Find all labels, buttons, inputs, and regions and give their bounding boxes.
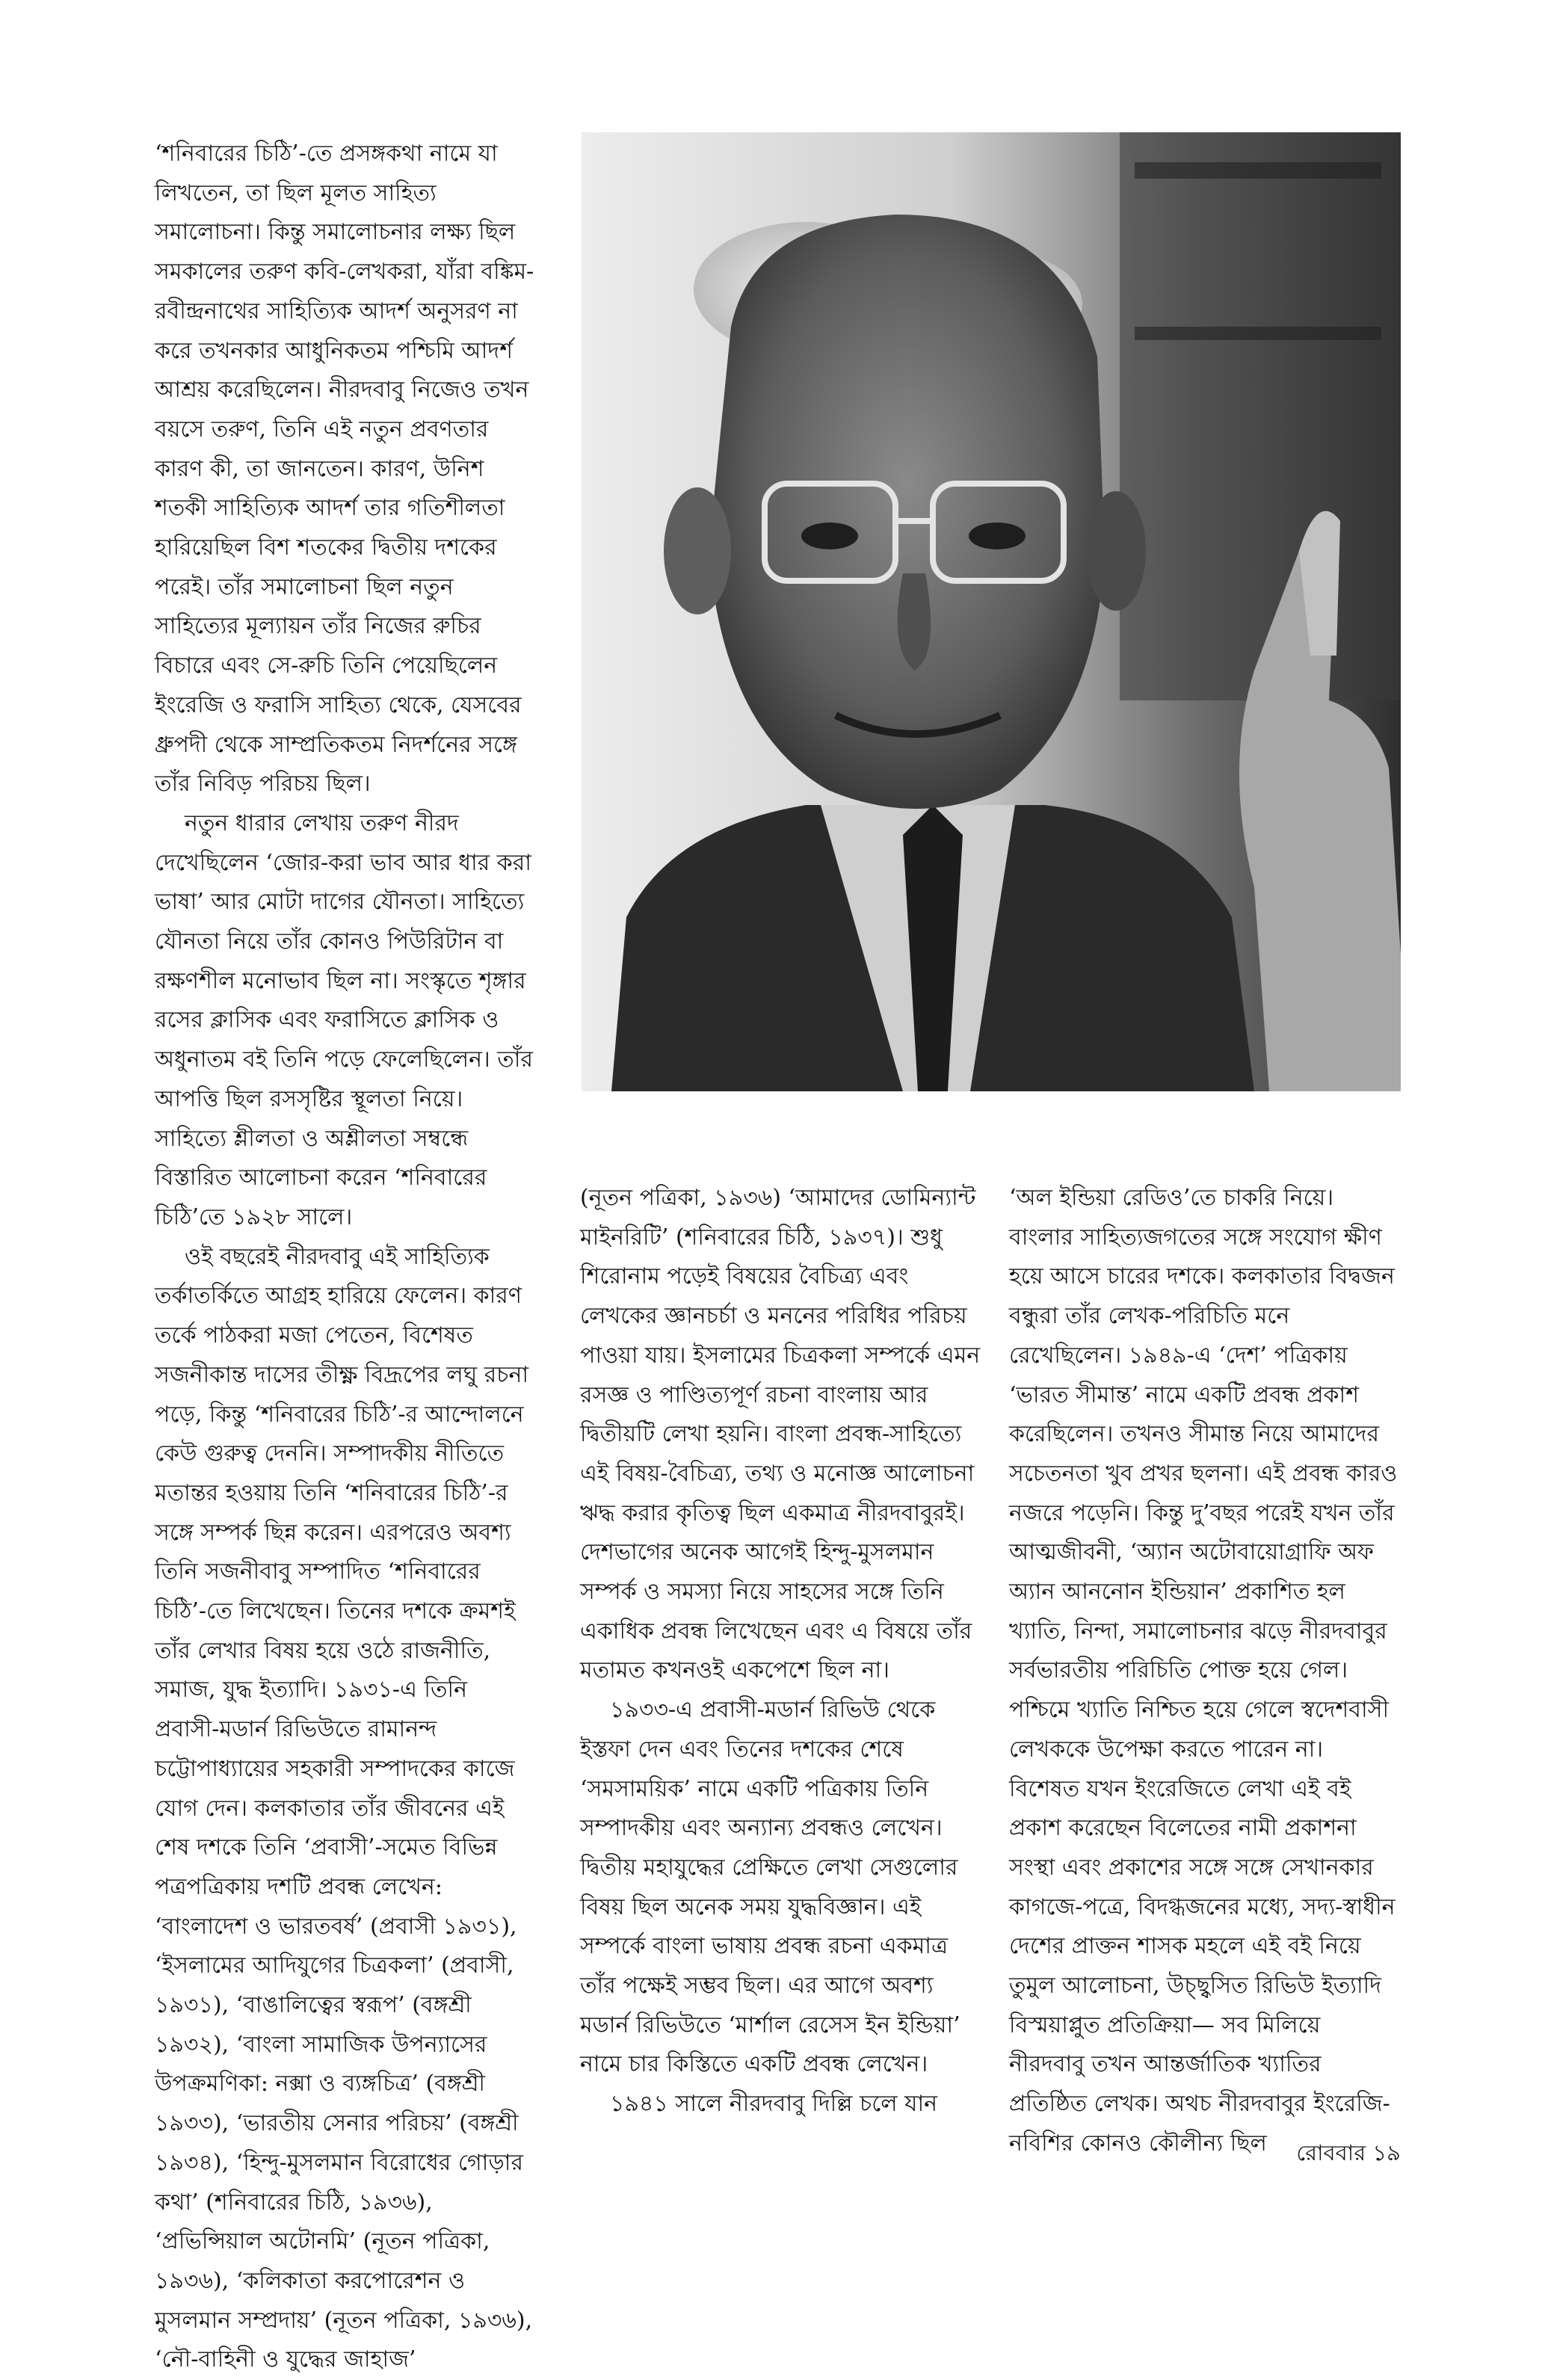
portrait-photo: [582, 132, 1401, 1091]
paragraph: ‘শনিবারের চিঠি’-তে প্রসঙ্গকথা নামে যা লিখতেন, তা ছিল মূলত সাহিত্য সমালোচনা। কিন্তু সমালোচনার লক্ষ্য ছিল সমকালের তরুণ কবি-লেখকরা, যাঁরা বঙ্কিম-রবীন্দ্রনাথের সাহিত্যিক আদর্শ অনুসরণ না করে তখনকার আধুনিকতম পশ্চিমি আদর্শ আশ্রয় করেছিলেন। নীরদবাবু নিজেও তখন বয়সে তরুণ, তিনি এই নতুন প্রবণতার কারণ কী, তা জানতেন। কারণ, উনিশ শতকী সাহিত্যিক আদর্শ তার গতিশীলতা হারিয়েছিল বিশ শতকের দ্বিতীয় দশকের পরেই। তাঁর সমালোচনা ছিল নতুন সাহিত্যের মূল্যায়ন তাঁর নিজের রুচির বিচারে এবং সে-রুচি তিনি পেয়েছিলেন ইংরেজি ও ফরাসি সাহিত্য থেকে, যেসবের ধ্রুপদী থেকে সাম্প্রতিকতম নিদর্শনের সঙ্গে তাঁর নিবিড় পরিচয় ছিল।: [155, 141, 534, 798]
paragraph: ১৯৪১ সালে নীরদবাবু দিল্লি চলে যান: [610, 2091, 938, 2118]
article-column-3: [1009, 1179, 1399, 2164]
article-column-1: [155, 135, 538, 2380]
paragraph: ওই বছরেই নীরদবাবু এই সাহিত্যিক তর্কাতর্কিতে আগ্রহ হারিয়ে ফেলেন। কারণ তর্কে পাঠকরা মজা পেতেন, বিশেষত সজনীকান্ত দাসের তীক্ষ্ণ বিদ্রূপের লঘু রচনা পড়ে, কিন্তু ‘শনিবারের চিঠি’-র আন্দোলনে কেউ গুরুত্ব দেননি। সম্পাদকীয় নীতিতে মতান্তর হওয়ায় তিনি ‘শনিবারের চিঠি’-র সঙ্গে সম্পর্ক ছিন্ন করেন। এরপরেও অবশ্য তিনি সজনীবাবু সম্পাদিত ‘শনিবারের চিঠি’-তে লিখেছেন। তিনের দশকে ক্রমশই তাঁর লেখার বিষয় হয়ে ওঠে রাজনীতি, সমাজ, যুদ্ধ ইত্যাদি। ১৯৩১-এ তিনি প্রবাসী-মডার্ন রিভিউতে রামানন্দ চট্টোপাধ্যায়ের সহকারী সম্পাদকের কাজে যোগ দেন। কলকাতার তাঁর জীবনের এই শেষ দশকে তিনি ‘প্রবাসী’-সমেত বিভিন্ন পত্রপত্রিকায় দশটি প্রবন্ধ লেখেন: ‘বাংলাদেশ ও ভারতবর্ষ’ (প্রবাসী ১৯৩১), ‘ইসলামের আদিযুগের চিত্রকলা’ (প্রবাসী, ১৯৩১), ‘বাঙালিত্বের স্বরূপ’ (বঙ্গশ্রী ১৯৩২), ‘বাংলা সামাজিক উপন্যাসের উপক্রমণিকা: নক্সা ও ব্যঙ্গচিত্র’ (বঙ্গশ্রী ১৯৩৩), ‘ভারতীয় সেনার পরিচয়’ (বঙ্গশ্রী ১৯৩৪), ‘হিন্দু-মুসলমান বিরোধের গোড়ার কথা’ (শনিবারের চিঠি, ১৯৩৬), ‘প্রভিন্সিয়াল অটোনমি’ (নূতন পত্রিকা, ১৯৩৬), ‘কলিকাতা করপোরেশন ও মুসলমান সম্প্রদায়’ (নূতন পত্রিকা, ১৯৩৬), ‘নৌ-বাহিনী ও যুদ্ধের জাহাজ’: [155, 1243, 533, 2373]
paragraph: (নূতন পত্রিকা, ১৯৩৬) ‘আমাদের ডোমিন্যান্ট মাইনরিটি’ (শনিবারের চিঠি, ১৯৩৭)। শুধু শিরোনাম পড়েই বিষয়ের বৈচিত্র্য এবং লেখকের জ্ঞানচর্চা ও মননের পরিধির পরিচয় পাওয়া যায়। ইসলামের চিত্রকলা সম্পর্কে এমন রসজ্ঞ ও পাণ্ডিত্যপূর্ণ রচনা বাংলায় আর দ্বিতীয়টি লেখা হয়নি। বাংলা প্রবন্ধ-সাহিত্যে এই বিষয়-বৈচিত্র্য, তথ্য ও মনোজ্ঞ আলোচনা ঋদ্ধ করার কৃতিত্ব ছিল একমাত্র নীরদবাবুরই। দেশভাগের অনেক আগেই হিন্দু-মুসলমান সম্পর্ক ও সমস্যা নিয়ে সাহসের সঙ্গে তিনি একাধিক প্রবন্ধ লিখেছেন এবং এ বিষয়ে তাঁর মতামত কখনওই একপেশে ছিল না।: [580, 1185, 981, 1684]
paragraph: নতুন ধারার লেখায় তরুণ নীরদ দেখেছিলেন ‘জোর-করা ভাব আর ধার করা ভাষা’ আর মোটা দাগের যৌনতা। সাহিত্যে যৌনতা নিয়ে তাঁর কোনও পিউরিটান বা রক্ষণশীল মনোভাব ছিল না। সংস্কৃতে শৃঙ্গার রসের ক্লাসিক এবং ফরাসিতে ক্লাসিক ও অধুনাতম বই তিনি পড়ে ফেলেছিলেন। তাঁর আপত্তি ছিল রসসৃষ্টির স্থূলতা নিয়ে। সাহিত্যে শ্লীলতা ও অশ্লীলতা সম্বন্ধে বিস্তারিত আলোচনা করেন ‘শনিবারের চিঠি’তে ১৯২৮ সালে।: [155, 810, 533, 1230]
page-footer: রোববার ১৯: [1296, 2140, 1401, 2165]
article-column-2: [580, 1179, 984, 2124]
paragraph: ১৯৩৩-এ প্রবাসী-মডার্ন রিভিউ থেকে ইস্তফা দেন এবং তিনের দশকের শেষে ‘সমসাময়িক’ নামে একটি পত্রিকায় তিনি সম্পাদকীয় এবং অন্যান্য প্রবন্ধও লেখেন। দ্বিতীয় মহাযুদ্ধের প্রেক্ষিতে লেখা সেগুলোর বিষয় ছিল অনেক সময় যুদ্ধবিজ্ঞান। এই সম্পর্কে বাংলা ভাষায় প্রবন্ধ রচনা একমাত্র তাঁর পক্ষেই সম্ভব ছিল। এর আগে অবশ্য মডার্ন রিভিউতে ‘মার্শাল রেসেস ইন ইন্ডিয়া’ নামে চার কিস্তিতে একটি প্রবন্ধ লেখেন।: [580, 1697, 960, 2078]
paragraph: ‘অল ইন্ডিয়া রেডিও’তে চাকরি নিয়ে। বাংলার সাহিত্যজগতের সঙ্গে সংযোগ ক্ষীণ হয়ে আসে চারের দশকে। কলকাতার বিদ্বজন বন্ধুরা তাঁর লেখক-পরিচিতি মনে রেখেছিলেন। ১৯৪৯-এ ‘দেশ’ পত্রিকায় ‘ভারত সীমান্ত’ নামে একটি প্রবন্ধ প্রকাশ করেছিলেন। তখনও সীমান্ত নিয়ে আমাদের সচেতনতা খুব প্রখর ছলনা। এই প্রবন্ধ কারও নজরে পড়েনি। কিন্তু দু’বছর পরেই যখন তাঁর আত্মজীবনী, ‘অ্যান অটোবায়োগ্রাফি অফ অ্যান আননোন ইন্ডিয়ান’ প্রকাশিত হল খ্যাতি, নিন্দা, সমালোচনার ঝড়ে নীরদবাবুর সর্বভারতীয় পরিচিতি পোক্ত হয়ে গেল। পশ্চিমে খ্যাতি নিশ্চিত হয়ে গেলে স্বদেশবাসী লেখককে উপেক্ষা করতে পারেন না। বিশেষত যখন ইংরেজিতে লেখা এই বই প্রকাশ করেছেন বিলেতের নামী প্রকাশনা সংস্থা এবং প্রকাশের সঙ্গে সঙ্গে সেখানকার কাগজে-পত্রে, বিদগ্ধজনের মধ্যে, সদ্য-স্বাধীন দেশের প্রাক্তন শাসক মহলে এই বই নিয়ে তুমুল আলোচনা, উচ্ছ্বসিত রিভিউ ইত্যাদি বিস্ময়াপ্লুত প্রতিক্রিয়া— সব মিলিয়ে নীরদবাবু তখন আন্তর্জাতিক খ্যাতির প্রতিষ্ঠিত লেখক। অথচ নীরদবাবুর ইংরেজি-নবিশির কোনও কৌলীন্য ছিল: [1009, 1185, 1398, 2157]
